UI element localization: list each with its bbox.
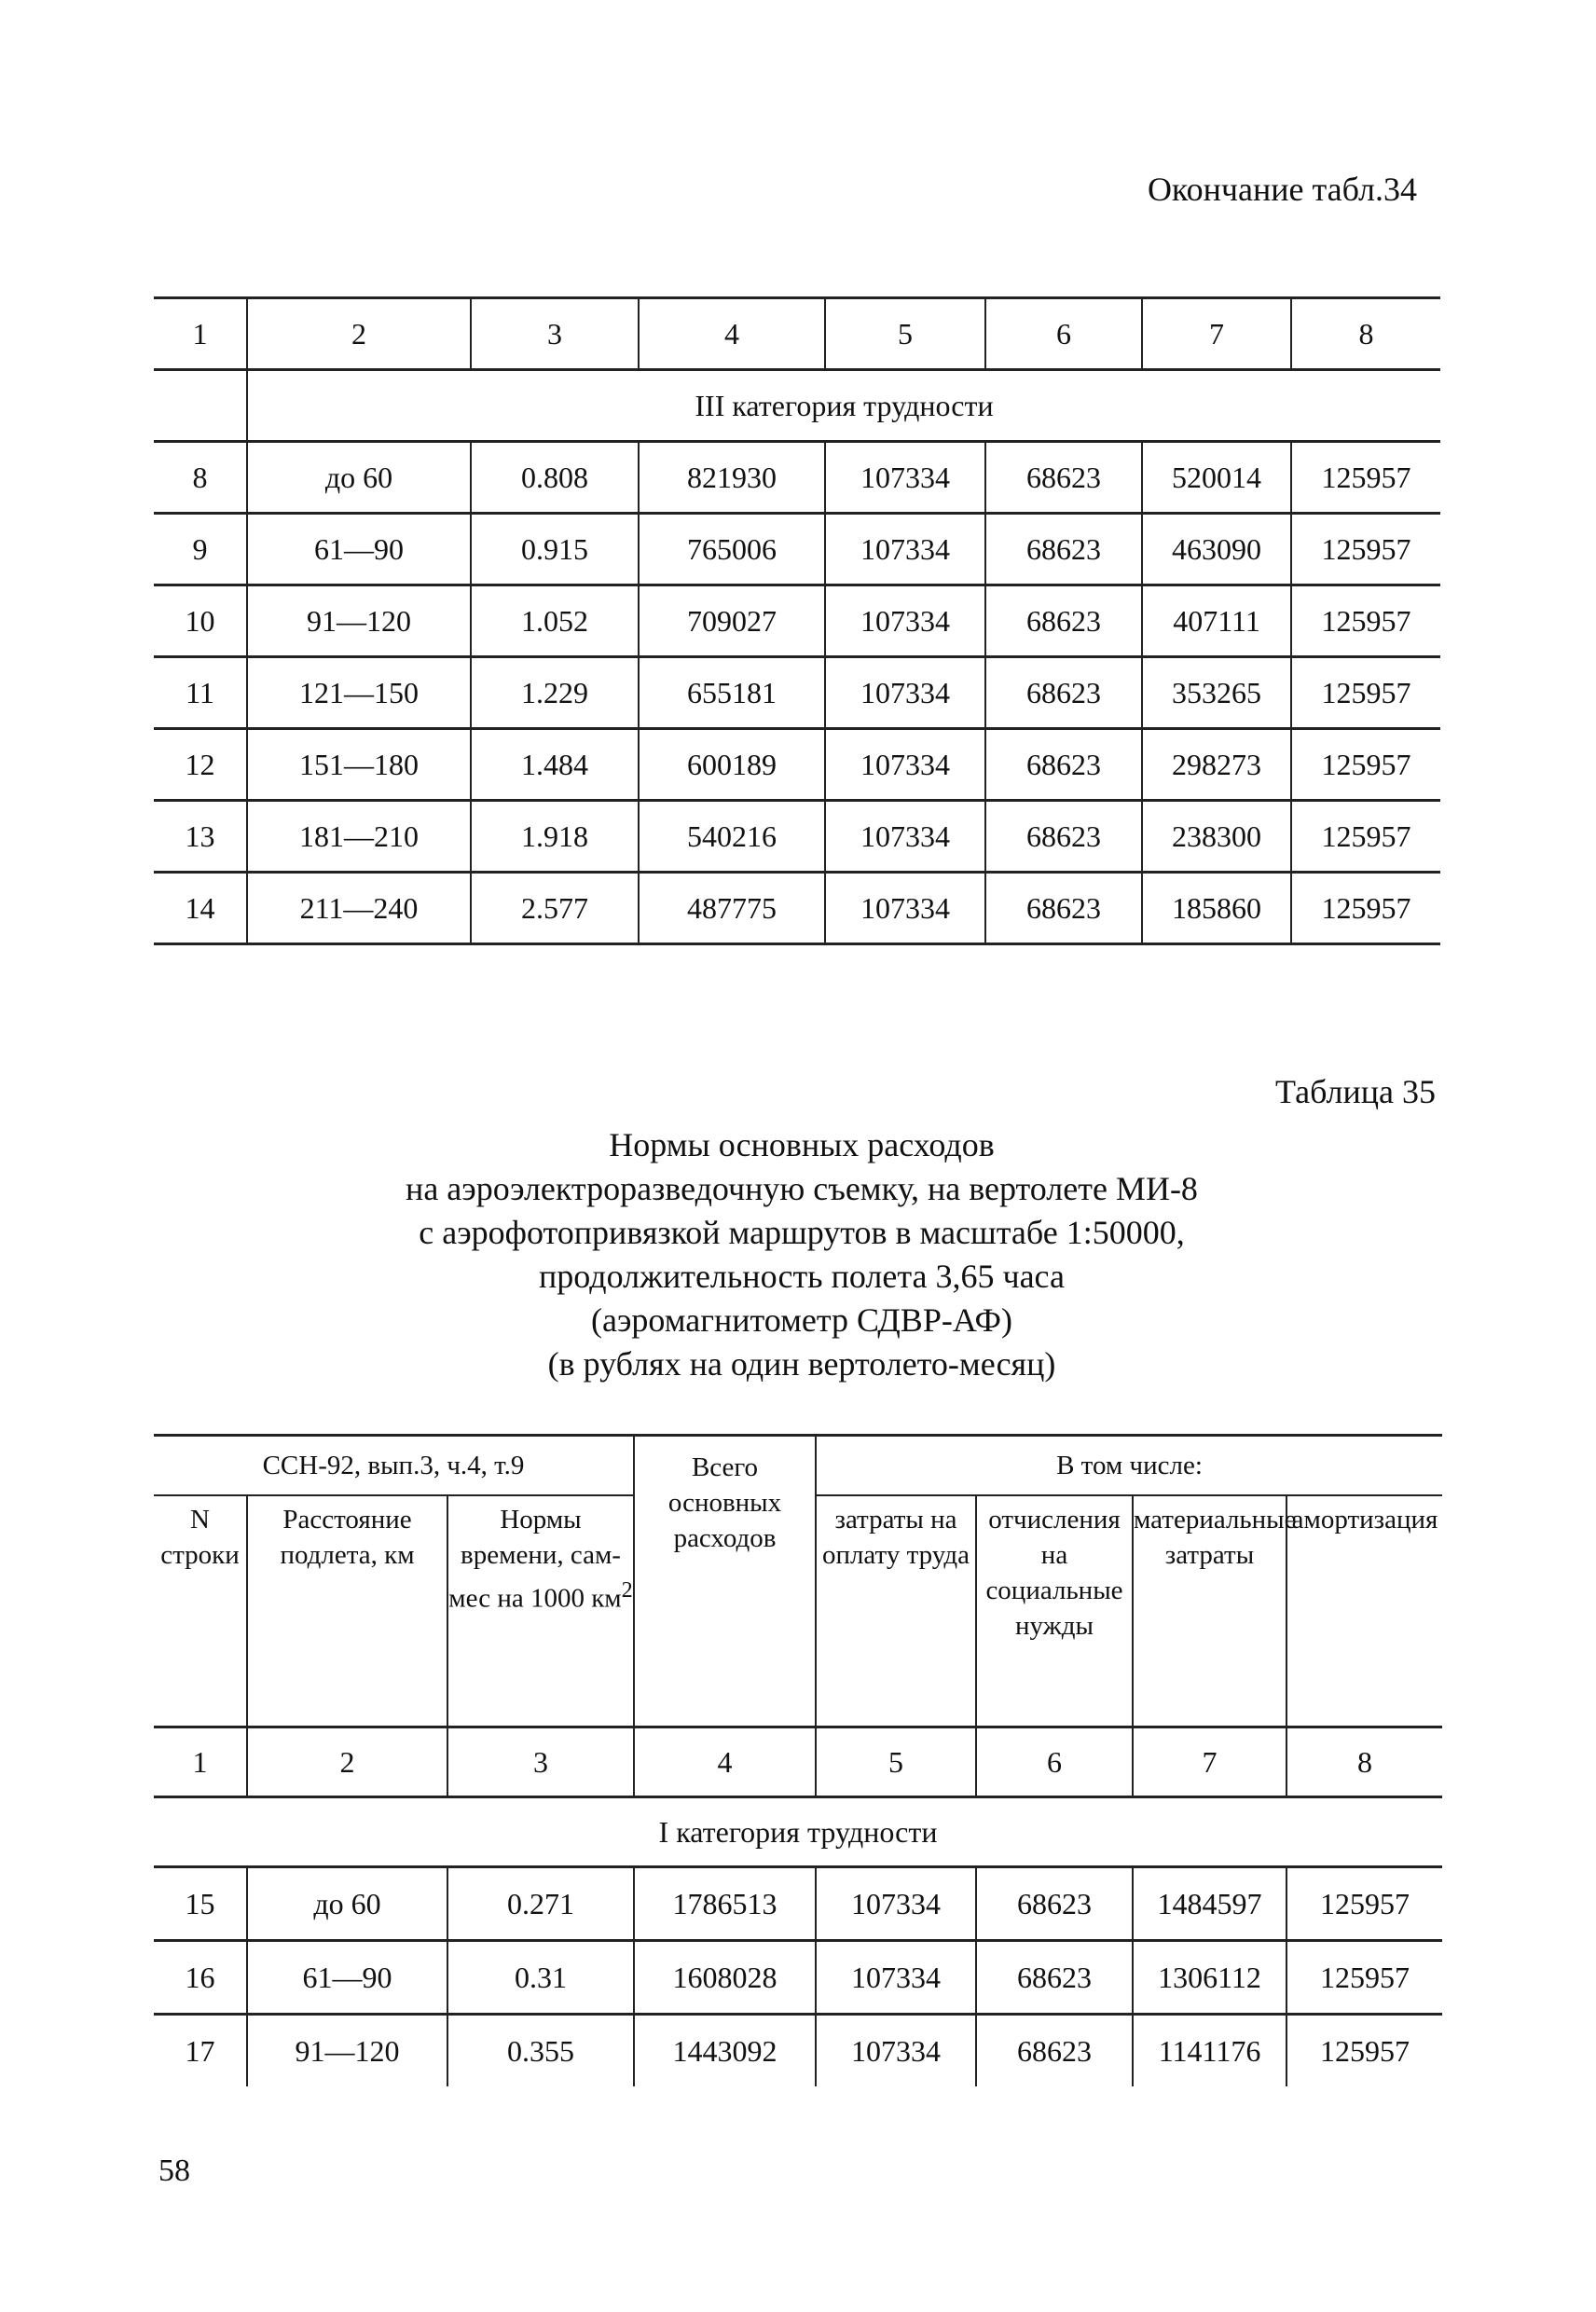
table-35-title xyxy=(233,1123,1370,1386)
col-num: 1 xyxy=(192,316,208,351)
cell: 463090 xyxy=(1142,514,1291,585)
cell: 1484597 xyxy=(1133,1867,1286,1941)
cell: 16 xyxy=(185,1960,215,1994)
cell: 68623 xyxy=(976,2015,1133,2087)
cell: 121—150 xyxy=(247,657,471,729)
category-label: III категория трудности xyxy=(247,370,1440,442)
cell: 107334 xyxy=(825,585,985,657)
col-num: 2 xyxy=(247,1727,447,1797)
cell: 211—240 xyxy=(247,873,471,944)
header-col6: отчисления на социальные нужды xyxy=(976,1495,1133,1727)
cell: 91—120 xyxy=(247,2015,447,2087)
cell: 185860 xyxy=(1142,873,1291,944)
title-line: (аэромагнитометр СДВР-АФ) xyxy=(590,1301,1012,1339)
header-total: Всего основных расходов xyxy=(634,1436,816,1727)
cell: 407111 xyxy=(1142,585,1291,657)
cell: 821930 xyxy=(639,442,825,514)
cell: 68623 xyxy=(985,873,1142,944)
cell: 0.271 xyxy=(447,1867,634,1941)
cell: 8 xyxy=(192,460,208,494)
cell: 107334 xyxy=(825,442,985,514)
cell: 107334 xyxy=(825,514,985,585)
category-row xyxy=(154,370,1440,442)
column-number-row xyxy=(154,1727,1442,1797)
col-num: 4 xyxy=(639,298,825,370)
cell: 125957 xyxy=(1291,657,1440,729)
cell: 1443092 xyxy=(634,2015,816,2087)
title-line: на аэроэлектроразведочную съемку, на вертолете МИ-8 xyxy=(406,1170,1198,1207)
cell: 17 xyxy=(185,2033,215,2068)
col-num: 6 xyxy=(976,1727,1133,1797)
cell: 0.355 xyxy=(447,2015,634,2087)
cell: 125957 xyxy=(1286,2015,1442,2087)
table-34-continuation xyxy=(154,296,1440,945)
col-num: 3 xyxy=(471,298,639,370)
cell: 125957 xyxy=(1291,729,1440,801)
cell: 125957 xyxy=(1291,873,1440,944)
col-num: 2 xyxy=(247,298,471,370)
table-row xyxy=(154,442,1440,514)
cell: 68623 xyxy=(985,514,1142,585)
cell: 1.052 xyxy=(471,585,639,657)
table-row xyxy=(154,801,1440,873)
cell: 125957 xyxy=(1291,442,1440,514)
header-row-1 xyxy=(154,1436,1442,1496)
table-35 xyxy=(154,1434,1442,2086)
cell: 1.918 xyxy=(471,801,639,873)
header-ssn-group: ССН-92, вып.3, ч.4, т.9 xyxy=(262,1451,525,1480)
title-line: (в рублях на один вертолето-месяц) xyxy=(547,1345,1056,1383)
cell: 1.229 xyxy=(471,657,639,729)
cell: 61—90 xyxy=(247,514,471,585)
column-number-row xyxy=(154,298,1440,370)
continuation-caption: Окончание табл.34 xyxy=(1147,171,1417,208)
cell: 520014 xyxy=(1142,442,1291,514)
cell: 655181 xyxy=(639,657,825,729)
cell: 540216 xyxy=(639,801,825,873)
table-row xyxy=(154,657,1440,729)
cell: 600189 xyxy=(639,729,825,801)
cell: 2.577 xyxy=(471,873,639,944)
cell: 151—180 xyxy=(247,729,471,801)
header-col2: Расстояние подлета, км xyxy=(247,1495,447,1727)
cell: 68623 xyxy=(985,801,1142,873)
header-incl-group: В том числе: xyxy=(816,1436,1442,1496)
cell: 1786513 xyxy=(634,1867,816,1941)
cell: 1.484 xyxy=(471,729,639,801)
title-line: Нормы основных расходов xyxy=(609,1126,995,1163)
cell: 91—120 xyxy=(247,585,471,657)
col-num: 7 xyxy=(1142,298,1291,370)
cell: 9 xyxy=(192,531,208,566)
cell: до 60 xyxy=(247,1867,447,1941)
cell: 0.31 xyxy=(447,1941,634,2015)
cell: 0.915 xyxy=(471,514,639,585)
table-row xyxy=(154,873,1440,944)
cell: 709027 xyxy=(639,585,825,657)
cell: 181—210 xyxy=(247,801,471,873)
cell: 1306112 xyxy=(1133,1941,1286,2015)
col-num: 8 xyxy=(1286,1727,1442,1797)
cell: 125957 xyxy=(1291,585,1440,657)
cell: 107334 xyxy=(816,1941,976,2015)
table-35-label: Таблица 35 xyxy=(1275,1073,1436,1110)
cell: 15 xyxy=(185,1886,215,1920)
col-num: 8 xyxy=(1291,298,1440,370)
cell: 0.808 xyxy=(471,442,639,514)
header-col3-sup: 2 xyxy=(621,1577,633,1603)
cell: 107334 xyxy=(825,657,985,729)
col-num: 7 xyxy=(1133,1727,1286,1797)
table-row xyxy=(154,1867,1442,1941)
cell: 353265 xyxy=(1142,657,1291,729)
cell: 68623 xyxy=(985,657,1142,729)
col-num: 3 xyxy=(447,1727,634,1797)
cell: 125957 xyxy=(1286,1867,1442,1941)
cell: до 60 xyxy=(247,442,471,514)
cell: 11 xyxy=(186,675,214,709)
cell: 1141176 xyxy=(1133,2015,1286,2087)
cell: 125957 xyxy=(1286,1941,1442,2015)
category-row xyxy=(154,1797,1442,1867)
header-col3 xyxy=(447,1495,634,1727)
title-line: продолжительность полета 3,65 часа xyxy=(539,1258,1065,1295)
cell: 68623 xyxy=(985,729,1142,801)
cell: 487775 xyxy=(639,873,825,944)
cell: 107334 xyxy=(816,2015,976,2087)
cell: 125957 xyxy=(1291,801,1440,873)
col-num: 5 xyxy=(816,1727,976,1797)
header-col7: материальные затраты xyxy=(1133,1495,1286,1727)
table-row xyxy=(154,1941,1442,2015)
cell: 61—90 xyxy=(247,1941,447,2015)
category-label: I категория трудности xyxy=(658,1814,938,1849)
table-row xyxy=(154,514,1440,585)
col-num: 4 xyxy=(634,1727,816,1797)
cell: 68623 xyxy=(976,1867,1133,1941)
cell: 238300 xyxy=(1142,801,1291,873)
cell: 13 xyxy=(185,819,215,853)
cell: 68623 xyxy=(985,585,1142,657)
cell: 765006 xyxy=(639,514,825,585)
header-col8: амортизация xyxy=(1286,1495,1442,1727)
cell: 125957 xyxy=(1291,514,1440,585)
header-col5: затраты на оплату труда xyxy=(816,1495,976,1727)
cell: 107334 xyxy=(825,801,985,873)
table-row xyxy=(154,585,1440,657)
cell: 10 xyxy=(185,603,215,638)
cell: 1608028 xyxy=(634,1941,816,2015)
cell: 107334 xyxy=(825,729,985,801)
header-col1: N строки xyxy=(154,1495,247,1727)
cell: 107334 xyxy=(816,1867,976,1941)
cell: 12 xyxy=(185,747,215,781)
table-row xyxy=(154,2015,1442,2087)
cell: 14 xyxy=(185,890,215,925)
col-num: 6 xyxy=(985,298,1142,370)
header-col3-text: Нормы времени, сам-мес на 1000 км xyxy=(448,1505,622,1614)
title-line: с аэрофотопривязкой маршрутов в масштабе 1:50000, xyxy=(419,1214,1185,1251)
cell: 68623 xyxy=(985,442,1142,514)
cell: 107334 xyxy=(825,873,985,944)
table-row xyxy=(154,729,1440,801)
col-num: 5 xyxy=(825,298,985,370)
page-number: 58 xyxy=(158,2154,190,2188)
col-num: 1 xyxy=(192,1744,208,1779)
cell: 68623 xyxy=(976,1941,1133,2015)
cell: 298273 xyxy=(1142,729,1291,801)
